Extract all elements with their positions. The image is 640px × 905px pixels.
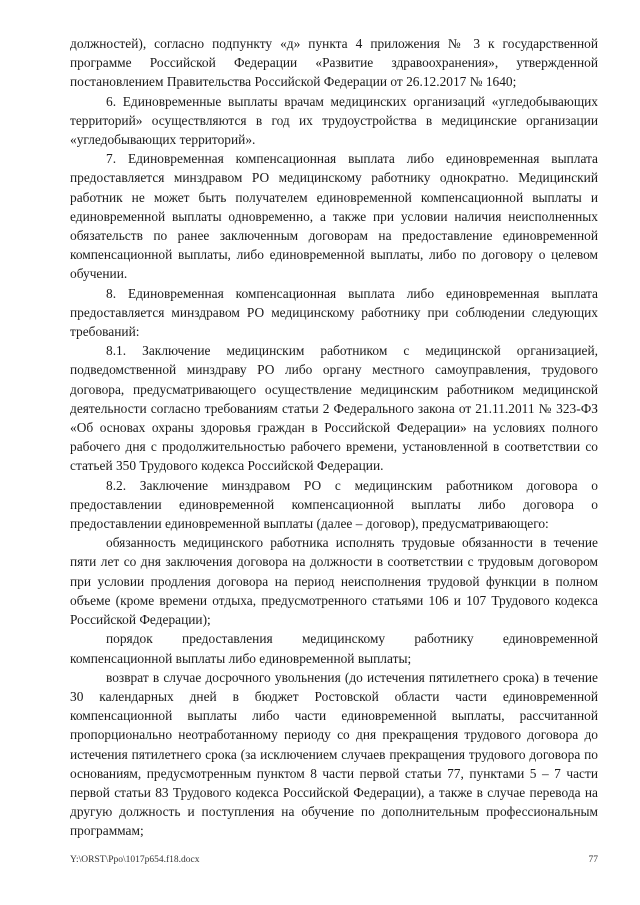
paragraph-obligation: обязанность медицинского работника исполнять трудовые обязанности в течение пяти лет со дня заключения договора на должности в соответствии с трудовым договором при условии продления договора на период неисполнения трудовой функции в полном объеме (кроме времени отдыха, предусмотренного статьями 106 и 107 Трудового кодекса Российской Федерации); <box>70 535 598 628</box>
paragraph-item-6: 6. Единовременные выплаты врачам медицинских организаций «угледобывающих территорий» осуществляются в год их трудоустройства в медицинские организации «угледобывающих территорий». <box>70 93 598 148</box>
paragraph-item-8-2: 8.2. Заключение минздравом РО с медицинским работником договора о предоставлении единовременной компенсационной выплаты либо договора о предоставлении единовременной выплаты (далее – договор), предусматривающего: <box>70 477 598 532</box>
page-number: 77 <box>588 855 598 865</box>
paragraph-item-8-1: 8.1. Заключение медицинским работником с медицинской организацией, подведомственной минздраву РО либо органу местного самоуправления, трудового договора, предусматривающего осуществление медицинским работником медицинской деятельности согласно требованиям статьи 2 Федерального закона от 21.11.2011 № 323-ФЗ «Об основах охраны здоровья граждан в Российской Федерации» на условиях полного рабочего дня с продолжительностью рабочего времени, установленной в соответствии со статьей 350 Трудового кодекса Российской Федерации. <box>70 343 598 474</box>
document-body <box>70 34 598 841</box>
paragraph-item-8: 8. Единовременная компенсационная выплата либо единовременная выплата предоставляется минздравом РО медицинскому работнику при соблюдении следующих требований: <box>70 285 598 340</box>
paragraph-item-7: 7. Единовременная компенсационная выплата либо единовременная выплата предоставляется минздравом РО медицинскому работнику однократно. Медицинский работник не может быть получателем единовременной компенсационной выплаты и единовременной выплаты одновременно, а также при условии наличия неисполненных обязательств по ранее заключенным договорам на предоставление единовременной компенсационной выплаты, либо единовременной выплаты, либо по договору о целевом обучении. <box>70 151 598 282</box>
paragraph-continuation: должностей), согласно подпункту «д» пункта 4 приложения № 3 к государственной программе Российской Федерации «Развитие здравоохранения», утвержденной постановлением Правительства Российской Федерации от 26.12.2017 № 1640; <box>70 36 598 90</box>
paragraph-refund: возврат в случае досрочного увольнения (до истечения пятилетнего срока) в течение 30 календарных дней в бюджет Ростовской области части единовременной компенсационной выплаты либо части единовременной выплаты, рассчитанной пропорционально неотработанному периоду со дня прекращения трудового договора до истечения пятилетнего срока (за исключением случаев прекращения трудового договора по основаниям, предусмотренным пунктом 8 части первой статьи 77, пунктами 5 – 7 части первой статьи 83 Трудового кодекса Российской Федерации), а также в случае перевода на другую должность и поступления на обучение по дополнительным профессиональным программам; <box>70 669 598 839</box>
file-path: Y:\ORST\Ppo\1017p654.f18.docx <box>70 855 200 865</box>
paragraph-procedure: порядок предоставления медицинскому работнику единовременной компенсационной выплаты либо единовременной выплаты; <box>70 631 598 666</box>
